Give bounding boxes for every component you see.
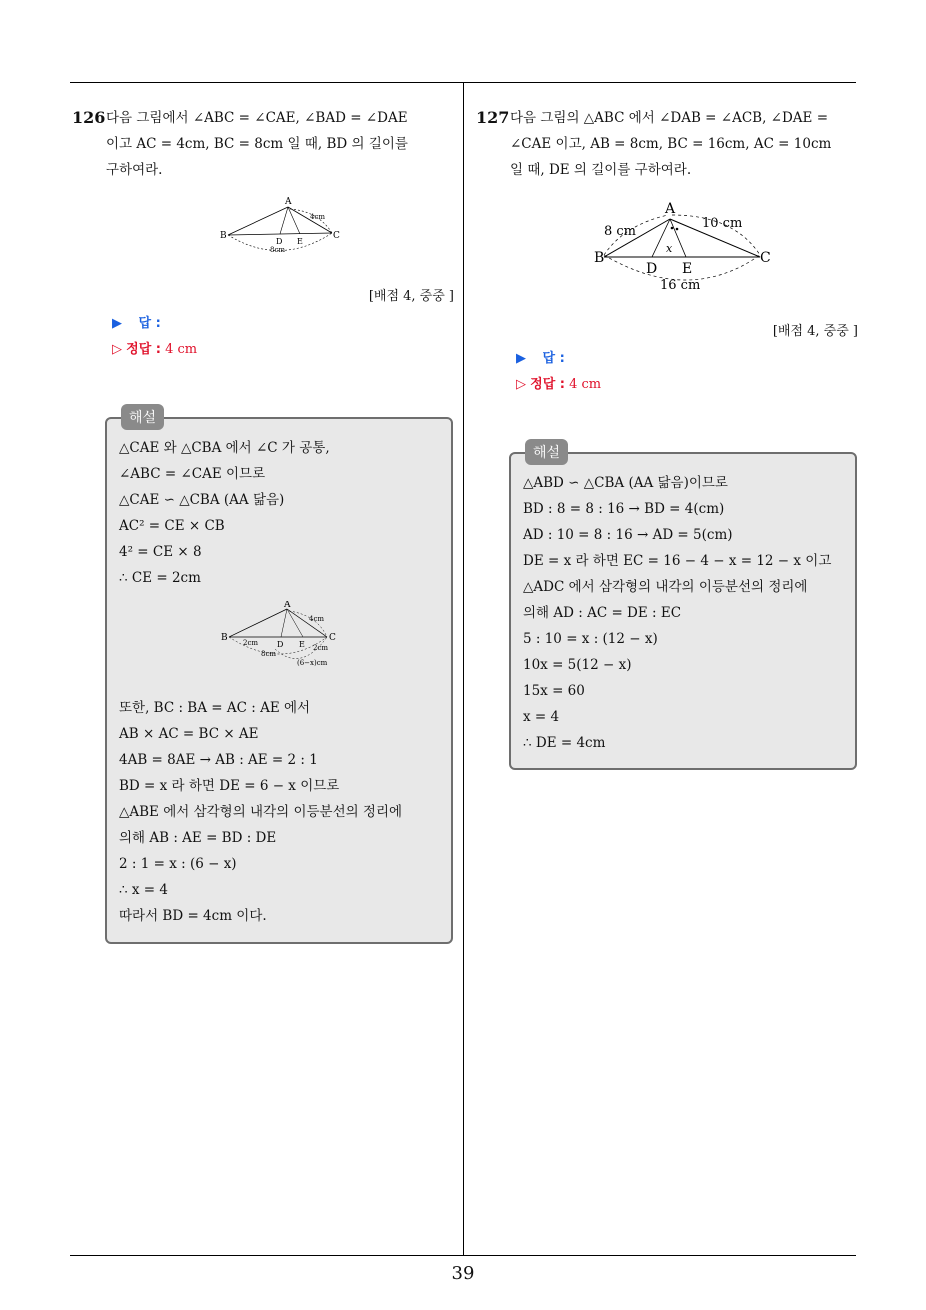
label-e: E: [682, 261, 693, 277]
label-6-minus-x: (6−x)cm: [297, 659, 328, 667]
triangle-outline-icon: ▷: [516, 377, 526, 392]
solution-line: x = 4: [523, 709, 560, 725]
label-d: D: [646, 261, 658, 277]
label-x: x: [666, 242, 673, 255]
solution-line: △CAE 와 △CBA 에서 ∠C 가 공통,: [119, 440, 330, 456]
solution-line: ∴ x = 4: [119, 882, 168, 898]
score-badge: [배점 4, 중중 ]: [772, 324, 858, 339]
solution-line: 2 : 1 = x : (6 − x): [119, 856, 237, 872]
solution-line: △ADC 에서 삼각형의 내각의 이등분선의 정리에: [523, 579, 808, 595]
solution-line: AB × AC = BC × AE: [119, 726, 259, 742]
label-a: A: [285, 197, 292, 207]
label-4cm: 4cm: [309, 615, 325, 623]
correct-answer-row: [516, 376, 601, 394]
score-badge: [배점 4, 중중 ]: [368, 289, 454, 304]
solution-line: △ABD ∽ △CBA (AA 닮음)이므로: [523, 475, 728, 491]
solution-line: 4² = CE × 8: [119, 544, 202, 560]
label-ab-length: 8 cm: [604, 224, 637, 239]
problem-127: [476, 105, 858, 785]
label-a: A: [665, 201, 676, 217]
solution-lines: [119, 435, 441, 929]
solution-line: 또한, BC : BA = AC : AE 에서: [119, 700, 311, 716]
solution-line: AD : 10 = 8 : 16 → AD = 5(cm): [523, 527, 733, 543]
label-ac-length: 10 cm: [702, 216, 743, 231]
solution-line: 의해 AB : AE = BD : DE: [119, 830, 277, 846]
label-d: D: [276, 237, 283, 246]
bottom-rule: [70, 1255, 856, 1256]
correct-answer-row: [112, 341, 197, 359]
problem-statement: [72, 105, 454, 183]
answer-label: 답 :: [138, 316, 161, 331]
problem-text-line: ∠CAE 이고, AB = 8cm, BC = 16cm, AC = 10cm: [510, 136, 832, 152]
problem-text-line: 이고 AC = 4cm, BC = 8cm 일 때, BD 의 길이를: [106, 136, 408, 152]
answer-row: [516, 350, 565, 368]
solution-line: BD = x 라 하면 DE = 6 − x 이므로: [119, 778, 340, 794]
label-b: B: [594, 250, 605, 266]
label-b: B: [220, 231, 227, 241]
problem-text-line: 다음 그림에서 ∠ABC = ∠CAE, ∠BAD = ∠DAE: [106, 110, 408, 126]
correct-answer-value: 4 cm: [569, 377, 602, 392]
label-e: E: [297, 237, 303, 246]
label-bc-length: 8cm: [270, 246, 286, 254]
correct-answer-label: 정답 :: [530, 377, 565, 392]
solution-box: [509, 445, 857, 770]
column-divider: [463, 82, 464, 1256]
answer-row: [112, 315, 161, 333]
problem-text-line: 구하여라.: [106, 162, 163, 178]
label-8cm: 8cm: [261, 650, 277, 658]
solution-line: △CAE ∽ △CBA (AA 닮음): [119, 492, 285, 508]
solution-line: ∴ CE = 2cm: [119, 570, 201, 586]
solution-lines: [523, 470, 845, 756]
triangle-outline-icon: ▷: [112, 342, 122, 357]
problem-figure: [220, 195, 340, 255]
label-c: C: [760, 250, 771, 266]
label-2cm-left: 2cm: [243, 639, 259, 647]
solution-figure: [221, 601, 343, 673]
label-e: E: [299, 640, 305, 649]
solution-box: [105, 410, 453, 944]
solution-line: 의해 AD : AC = DE : EC: [523, 605, 682, 621]
label-b: B: [221, 633, 228, 643]
play-triangle-icon: ▶: [112, 316, 122, 331]
label-c: C: [333, 231, 340, 241]
solution-tag: 해설: [121, 404, 164, 430]
solution-line: ∠ABC = ∠CAE 이므로: [119, 466, 266, 482]
solution-line: 5 : 10 = x : (12 − x): [523, 631, 658, 647]
solution-line: AC² = CE × CB: [119, 518, 225, 534]
solution-line: 15x = 60: [523, 683, 585, 699]
problem-text-line: 일 때, DE 의 길이를 구하여라.: [510, 162, 692, 178]
problem-number: 127: [476, 108, 510, 127]
solution-line: 10x = 5(12 − x): [523, 657, 632, 673]
problem-statement: [476, 105, 858, 183]
solution-line: 4AB = 8AE → AB : AE = 2 : 1: [119, 752, 318, 768]
solution-line: 따라서 BD = 4cm 이다.: [119, 908, 267, 924]
correct-answer-value: 4 cm: [165, 342, 198, 357]
problem-number: 126: [72, 108, 106, 127]
play-triangle-icon: ▶: [516, 351, 526, 366]
solution-line: ∴ DE = 4cm: [523, 735, 606, 751]
correct-answer-label: 정답 :: [126, 342, 161, 357]
answer-label: 답 :: [542, 351, 565, 366]
label-ac-length: 4cm: [310, 213, 326, 221]
solution-line: BD : 8 = 8 : 16 → BD = 4(cm): [523, 501, 725, 517]
solution-line: △ABE 에서 삼각형의 내각의 이등분선의 정리에: [119, 804, 403, 820]
problem-figure: [594, 195, 774, 295]
label-c: C: [329, 633, 336, 643]
label-a: A: [284, 601, 291, 610]
problem-126: [72, 105, 454, 955]
page-number: 39: [451, 1263, 475, 1284]
label-2cm-right: 2cm: [313, 644, 329, 652]
problem-text-line: 다음 그림의 △ABC 에서 ∠DAB = ∠ACB, ∠DAE =: [510, 110, 829, 126]
solution-tag: 해설: [525, 439, 568, 465]
label-bc-length: 16 cm: [660, 278, 701, 293]
label-d: D: [277, 640, 284, 649]
solution-line: DE = x 라 하면 EC = 16 − 4 − x = 12 − x 이고: [523, 553, 832, 569]
